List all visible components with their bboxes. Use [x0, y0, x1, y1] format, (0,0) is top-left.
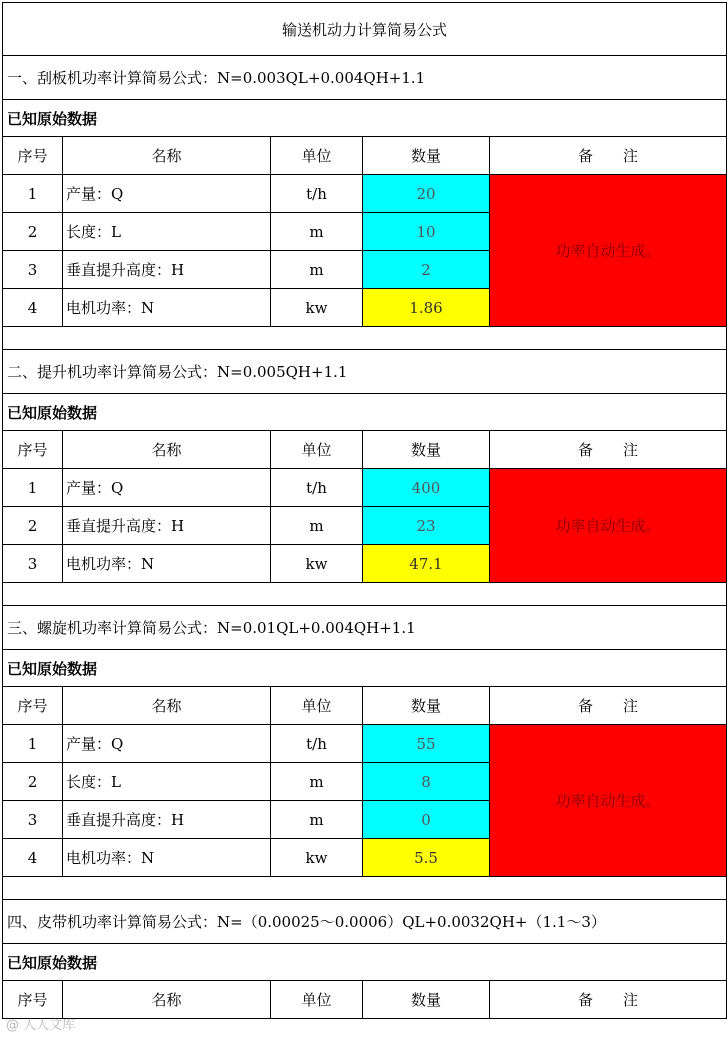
cell-unit: kw: [271, 545, 363, 583]
section-spacer: [3, 327, 727, 350]
cell-unit: m: [271, 763, 363, 801]
cell-unit: m: [271, 251, 363, 289]
quantity-input-cell[interactable]: 10: [363, 213, 490, 251]
table-row: [3, 175, 727, 213]
cell-name: 长度：L: [63, 213, 271, 251]
section-formula-row: [3, 350, 727, 394]
header-seq: 序号: [3, 431, 63, 469]
cell-name: 长度：L: [63, 763, 271, 801]
cell-name: 电机功率：N: [63, 545, 271, 583]
quantity-input-cell[interactable]: 400: [363, 469, 490, 507]
cell-seq: 1: [3, 175, 63, 213]
spacer-cell: [3, 583, 727, 606]
header-name: 名称: [63, 687, 271, 725]
table-header-row: [3, 687, 727, 725]
known-data-label: 已知原始数据: [3, 394, 727, 431]
cell-name: 产量：Q: [63, 175, 271, 213]
quantity-input-cell[interactable]: 0: [363, 801, 490, 839]
table-header-row: [3, 981, 727, 1019]
cell-seq: 3: [3, 251, 63, 289]
header-name: 名称: [63, 431, 271, 469]
cell-seq: 4: [3, 839, 63, 877]
known-data-row: [3, 650, 727, 687]
header-qty: 数量: [363, 137, 490, 175]
known-data-label: 已知原始数据: [3, 650, 727, 687]
cell-seq: 3: [3, 801, 63, 839]
known-data-row: [3, 944, 727, 981]
header-qty: 数量: [363, 687, 490, 725]
cell-unit: m: [271, 507, 363, 545]
power-output-cell: 47.1: [363, 545, 490, 583]
cell-unit: m: [271, 801, 363, 839]
quantity-input-cell[interactable]: 20: [363, 175, 490, 213]
section-formula-row: [3, 56, 727, 100]
quantity-input-cell[interactable]: 8: [363, 763, 490, 801]
header-seq: 序号: [3, 137, 63, 175]
cell-unit: m: [271, 213, 363, 251]
calc-table: [2, 2, 727, 1019]
known-data-label: 已知原始数据: [3, 944, 727, 981]
note-cell: 功率自动生成。: [490, 175, 727, 327]
cell-unit: kw: [271, 839, 363, 877]
quantity-input-cell[interactable]: 2: [363, 251, 490, 289]
section-spacer: [3, 877, 727, 900]
cell-name: 垂直提升高度：H: [63, 507, 271, 545]
cell-seq: 2: [3, 763, 63, 801]
cell-name: 垂直提升高度：H: [63, 801, 271, 839]
known-data-label: 已知原始数据: [3, 100, 727, 137]
note-cell: 功率自动生成。: [490, 725, 727, 877]
header-note: 备 注: [490, 687, 727, 725]
header-name: 名称: [63, 981, 271, 1019]
cell-seq: 2: [3, 213, 63, 251]
power-output-cell: 5.5: [363, 839, 490, 877]
cell-name: 垂直提升高度：H: [63, 251, 271, 289]
spacer-cell: [3, 327, 727, 350]
table-header-row: [3, 137, 727, 175]
quantity-input-cell[interactable]: 55: [363, 725, 490, 763]
header-unit: 单位: [271, 137, 363, 175]
cell-unit: kw: [271, 289, 363, 327]
cell-seq: 1: [3, 725, 63, 763]
header-unit: 单位: [271, 431, 363, 469]
section-formula: 二、提升机功率计算简易公式：N=0.005QH+1.1: [3, 350, 727, 394]
table-header-row: [3, 431, 727, 469]
header-note: 备 注: [490, 137, 727, 175]
known-data-row: [3, 394, 727, 431]
section-formula: 三、螺旋机功率计算简易公式：N=0.01QL+0.004QH+1.1: [3, 606, 727, 650]
table-row: [3, 725, 727, 763]
cell-seq: 2: [3, 507, 63, 545]
header-unit: 单位: [271, 981, 363, 1019]
header-name: 名称: [63, 137, 271, 175]
header-unit: 单位: [271, 687, 363, 725]
header-seq: 序号: [3, 981, 63, 1019]
spacer-cell: [3, 877, 727, 900]
header-note: 备 注: [490, 431, 727, 469]
cell-unit: t/h: [271, 469, 363, 507]
page-title: 输送机动力计算简易公式: [3, 3, 727, 56]
spreadsheet: [2, 2, 726, 1033]
cell-seq: 3: [3, 545, 63, 583]
quantity-input-cell[interactable]: 23: [363, 507, 490, 545]
section-formula-row: [3, 606, 727, 650]
section-formula-row: [3, 900, 727, 944]
note-cell: 功率自动生成。: [490, 469, 727, 583]
section-spacer: [3, 583, 727, 606]
power-output-cell: 1.86: [363, 289, 490, 327]
cell-name: 产量：Q: [63, 469, 271, 507]
section-formula: 一、刮板机功率计算简易公式：N=0.003QL+0.004QH+1.1: [3, 56, 727, 100]
watermark: @ 人人文库: [6, 1018, 76, 1033]
header-qty: 数量: [363, 431, 490, 469]
table-row: [3, 469, 727, 507]
cell-seq: 1: [3, 469, 63, 507]
cell-unit: t/h: [271, 175, 363, 213]
cell-name: 电机功率：N: [63, 839, 271, 877]
cell-name: 产量：Q: [63, 725, 271, 763]
cell-unit: t/h: [271, 725, 363, 763]
header-note: 备 注: [490, 981, 727, 1019]
cell-seq: 4: [3, 289, 63, 327]
header-seq: 序号: [3, 687, 63, 725]
cell-name: 电机功率：N: [63, 289, 271, 327]
section-formula: 四、皮带机功率计算简易公式：N=（0.00025～0.0006）QL+0.0032QH+（1.1～3）: [3, 900, 727, 944]
header-qty: 数量: [363, 981, 490, 1019]
known-data-row: [3, 100, 727, 137]
